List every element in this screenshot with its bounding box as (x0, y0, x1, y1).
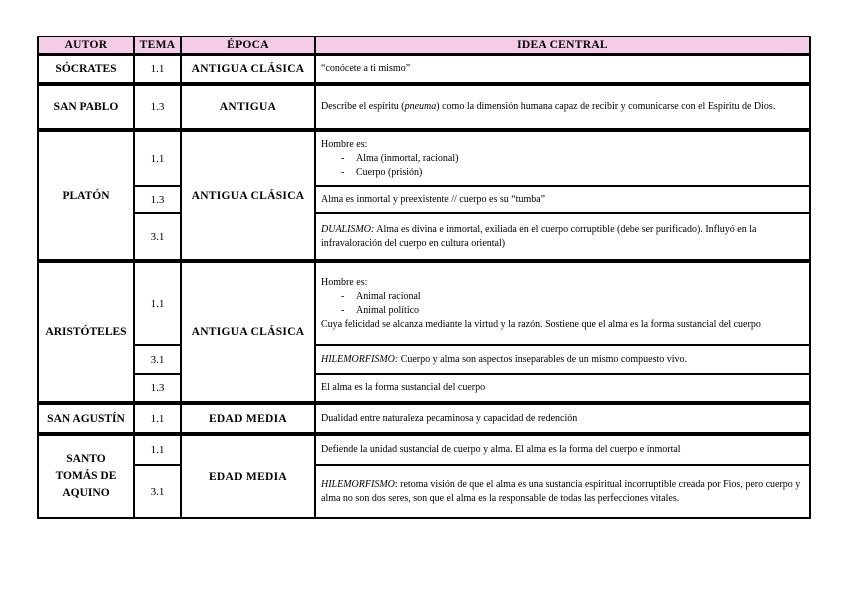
idea-cell: HILEMORFISMO: retoma visión de que el alma es una sustancia espiritual incorruptible creada por Fios, pero cuerpo y alma no son dos seres, son que el alma es la responsable de todas las perfecciones vitales. (315, 465, 811, 519)
idea-cell: Dualidad entre naturaleza pecaminosa y capacidad de redención (315, 403, 811, 434)
tema-cell: 3.1 (134, 465, 181, 519)
idea-list: - Animal racional - Animal político (321, 290, 804, 318)
epoca-cell: ANTIGUA CLÁSICA (181, 261, 315, 403)
autor-cell: SANTO TOMÁS DE AQUINO (37, 434, 134, 519)
table-row (37, 84, 811, 130)
table-row (37, 130, 811, 186)
idea-cell: Defiende la unidad sustancial de cuerpo y alma. El alma es la forma del cuerpo e inmortal (315, 434, 811, 465)
tema-cell: 1.1 (134, 434, 181, 465)
header-autor: AUTOR (37, 36, 134, 54)
tema-cell: 1.3 (134, 84, 181, 130)
table-row (37, 374, 811, 403)
idea-list: - Alma (inmortal, racional) - Cuerpo (prisión) (321, 152, 804, 180)
tema-cell: 1.1 (134, 261, 181, 345)
epoca-cell: EDAD MEDIA (181, 403, 315, 434)
table-row (37, 403, 811, 434)
table-row (37, 54, 811, 84)
header-row (37, 36, 811, 54)
tema-cell: 1.1 (134, 130, 181, 186)
table-row (37, 465, 811, 519)
epoca-cell: ANTIGUA CLÁSICA (181, 130, 315, 261)
idea-cell: DUALISMO: Alma es divina e inmortal, exiliada en el cuerpo corruptible (debe ser purificado). Influyó en la infravaloración del cuerpo en cultura oriental) (315, 213, 811, 261)
autor-cell: PLATÓN (37, 130, 134, 261)
autor-cell: SAN PABLO (37, 84, 134, 130)
idea-cell: Alma es inmortal y preexistente // cuerpo es su “tumba” (315, 186, 811, 213)
tema-cell: 3.1 (134, 345, 181, 374)
tema-cell: 1.3 (134, 374, 181, 403)
idea-cell: Hombre es: - Animal racional - Animal político Cuya felicidad se alcanza mediante la virtud y la razón. Sostiene que el alma es la forma sustancial del cuerpo (315, 261, 811, 345)
table-row (37, 186, 811, 213)
autor-cell: ARISTÓTELES (37, 261, 134, 403)
header-epoca: ÉPOCA (181, 36, 315, 54)
tema-cell: 1.1 (134, 403, 181, 434)
authors-table (37, 36, 811, 519)
epoca-cell: ANTIGUA (181, 84, 315, 130)
autor-cell: SAN AGUSTÍN (37, 403, 134, 434)
idea-cell: Hombre es: - Alma (inmortal, racional) - Cuerpo (prisión) (315, 130, 811, 186)
autor-cell: SÓCRATES (37, 54, 134, 84)
table-row (37, 345, 811, 374)
epoca-cell: EDAD MEDIA (181, 434, 315, 519)
table-row (37, 213, 811, 261)
table-row (37, 261, 811, 345)
idea-cell: El alma es la forma sustancial del cuerpo (315, 374, 811, 403)
header-idea: IDEA CENTRAL (315, 36, 811, 54)
tema-cell: 1.1 (134, 54, 181, 84)
epoca-cell: ANTIGUA CLÁSICA (181, 54, 315, 84)
tema-cell: 3.1 (134, 213, 181, 261)
header-tema: TEMA (134, 36, 181, 54)
table-row (37, 434, 811, 465)
idea-cell: HILEMORFISMO: Cuerpo y alma son aspectos inseparables de un mismo compuesto vivo. (315, 345, 811, 374)
tema-cell: 1.3 (134, 186, 181, 213)
idea-cell: “conócete a ti mismo” (315, 54, 811, 84)
idea-cell: Describe el espíritu (pneuma) como la dimensión humana capaz de recibir y comunicarse con el Espíritu de Dios. (315, 84, 811, 130)
